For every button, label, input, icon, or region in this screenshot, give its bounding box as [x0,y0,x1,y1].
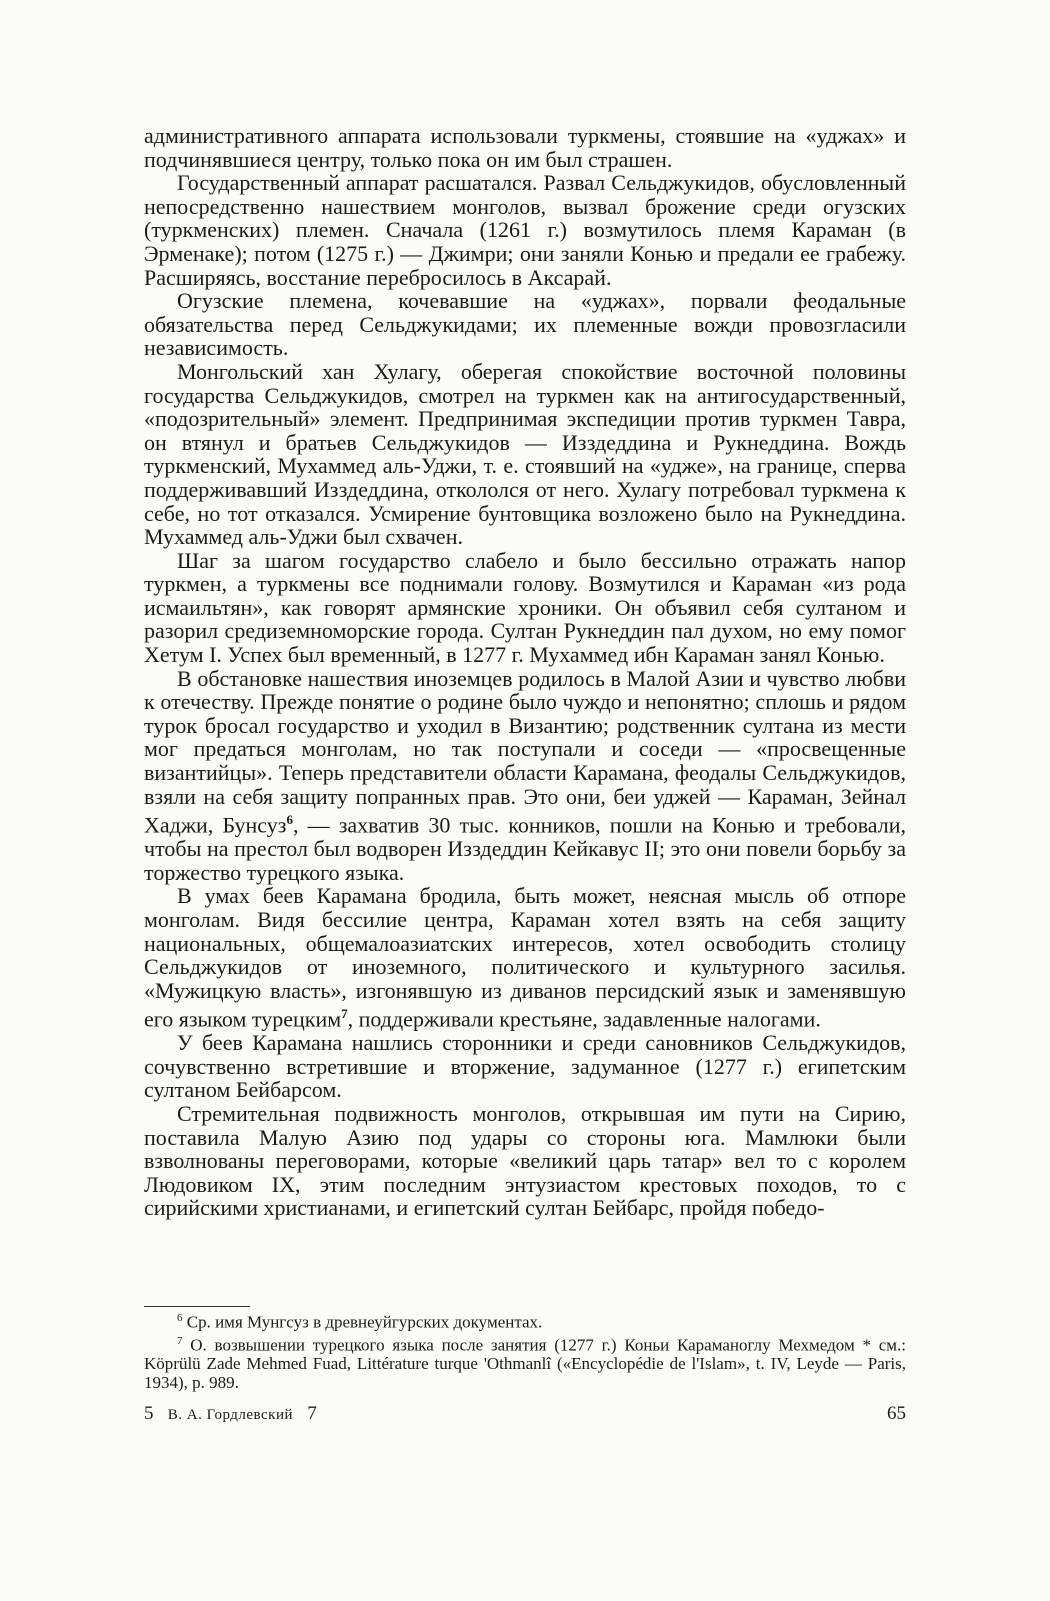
paragraph-text: Стремительная подвижность монголов, открывшая им пути на Сирию, поставила Малую Азию под удары со стороны юга. Мамлюки были взволнованы переговорами, которые «великий царь татар» вел то с королем Людовиком IX, этим последним энтузиастом крестовых походов, то с сирийскими христианами, и египетский султан Бейбарс, пройдя победо- [144,1101,906,1221]
paragraph-text: В умах беев Карамана бродила, быть может, неясная мысль об отпоре монголам. Видя бессилие центра, Караман хотел взять на себя защиту национальных, общемалоазиатских интересов, хотел освободить столицу Сельджукидов от иноземного, политического и культурного засилья. «Мужицкую власть», изгонявшую из диванов персидский язык и заменявшую его языком турецким [144,883,906,1032]
footnote-number: 6 [177,1312,183,1324]
paragraph [144,124,906,171]
footnote-text: Ср. имя Мунгсуз в древнеуйгурских документах. [186,1312,543,1332]
signature-author: В. А. Гордлевский [167,1407,294,1423]
signature-mark [144,1403,317,1425]
paragraph [144,171,906,289]
paragraph-text: Огузские племена, кочевавшие на «уджах», порвали феодальные обязательства перед Сельджукидами; их племенные вожди провозгласили независимость. [144,288,906,361]
footnote-number: 7 [177,1334,183,1347]
page-number: 65 [887,1403,906,1424]
paragraph [144,289,906,360]
footnotes [144,1309,906,1392]
signature-sheet-mark: 7 [307,1403,317,1424]
footnote [144,1332,906,1393]
paragraph-text: Монгольский хан Хулагу, оберегая спокойствие восточной половины государства Сельджукидов, смотрел на туркмен как на антигосударственный, «подозрительный» элемент. Предпринимая экспедиции против туркмен Тавра, он втянул и братьев Сельджукидов — Изздеддина и Рукнеддина. Вождь туркменский, Мухаммед аль-Уджи, т. е. стоявший на «удже», на границе, сперва поддерживавший Изздеддина, откололся от него. Хулагу потребовал туркмена к себе, но тот отказался. Усмирение бунтовщика возложено было на Рукнеддина. Мухаммед аль-Уджи был схвачен. [144,358,906,550]
footnote-ref: 6 [286,812,293,828]
paragraph-text: административного аппарата использовали туркмены, стоявшие на «уджах» и подчинявшиеся центру, только пока он им был страшен. [144,123,906,172]
paragraph [144,884,906,1031]
paragraph-text: В обстановке нашествия иноземцев родилось в Малой Азии и чувство любви к отечеству. Прежде понятие о родине было чуждо и непонятно; сплошь и рядом турок бросал государство и уходил в Византию; родственник султана из мести мог предаться монголам, но так поступали и соседи — «просвещенные византийцы». Теперь представители области Карамана, феодалы Сельджукидов, взяли на себя защиту попранных прав. Это они, беи уджей — Караман, Зейнал Хаджи, Бунсуз [144,665,906,838]
footnote-ref: 7 [341,1006,348,1022]
signature-sheet-number: 5 [144,1403,154,1424]
paragraph [144,360,906,549]
paragraph-text: , — захватив 30 тыс. конников, пошли на Конью и требовали, чтобы на престол был водворен Изздеддин Кейкавус II; это они повели борьбу за торжество турецкого языка. [144,812,906,885]
paragraph [144,549,906,667]
paragraph-text: Государственный аппарат расшатался. Развал Сельджукидов, обусловленный непосредственно нашествием монголов, вызвал брожение среди огузских (туркменских) племен. Сначала (1261 г.) возмутилось племя Караман (в Эрменаке); потом (1275 г.) — Джимри; они заняли Конью и предали ее грабежу. Расширяясь, восстание перебросилось в Аксарай. [144,170,906,290]
footnote-text: О. возвышении турецкого языка после занятия (1277 г.) Коньи Караманоглу Мехмедом * см.: Köprülü Zade Mehmed Fuad, Littérature turque 'Othmanlî («Encyclopédie de l'Islam», t. IV, Leyde — Paris, 1934), p. 989. [144,1335,906,1393]
footnote-separator [144,1306,250,1307]
paragraph [144,667,906,885]
paragraph-text: Шаг за шагом государство слабело и было бессильно отражать напор туркмен, а туркмены все поднимали голову. Возмутился и Караман «из рода исмаильтян», как говорят армянские хроники. Он объявил себя султаном и разорил средиземноморские города. Султан Рукнеддин пал духом, но ему помог Хетум I. Успех был временный, в 1277 г. Мухаммед ибн Караман занял Конью. [144,547,906,668]
body-text [144,124,906,1220]
paragraph-text: У беев Карамана нашлись сторонники и среди сановников Сельджукидов, сочувственно встретившие и вторжение, задуманное (1277 г.) египетским султаном Бейбарсом. [144,1030,906,1103]
footnote [144,1309,906,1332]
paragraph [144,1102,906,1220]
paragraph [144,1031,906,1102]
paragraph-text: , поддерживали крестьяне, задавленные налогами. [347,1006,821,1032]
